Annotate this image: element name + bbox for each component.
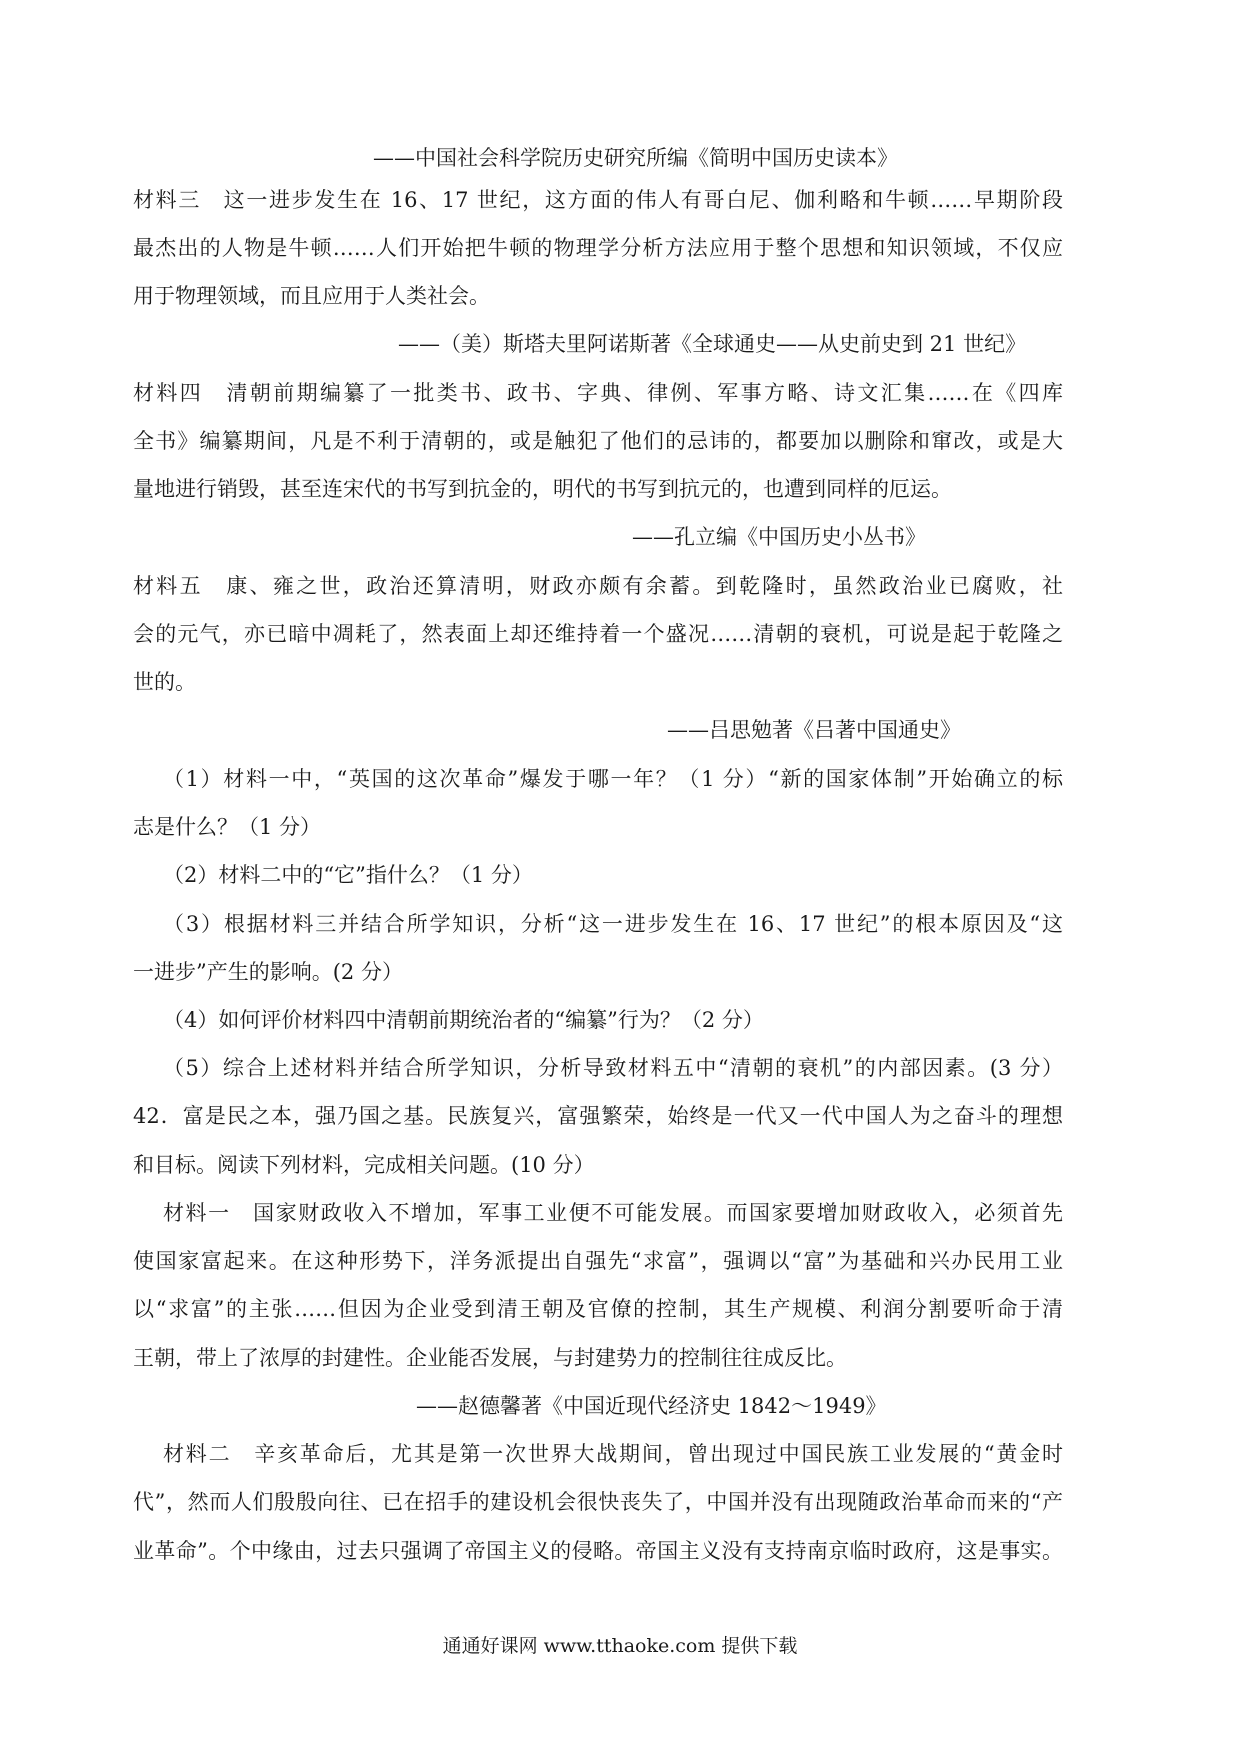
- material-three-line: 材料三 这一进步发生在 16、17 世纪，这方面的伟人有哥白尼、伽利略和牛顿……早期阶段: [133, 188, 1063, 212]
- source-citation: ——中国社会科学院历史研究所编《简明中国历史读本》: [373, 146, 898, 170]
- question-5: （5）综合上述材料并结合所学知识，分析导致材料五中“清朝的衰机”的内部因素。(3 分）: [163, 1056, 1063, 1080]
- source-citation: ——吕思勉著《吕著中国通史》: [667, 718, 961, 742]
- material-four-line: 量地进行销毁，甚至连宋代的书写到抗金的，明代的书写到抗元的，也遭到同样的厄运。: [133, 477, 952, 501]
- question-1: （1）材料一中，“英国的这次革命”爆发于哪一年？（1 分）“新的国家体制”开始确立的标: [163, 767, 1063, 791]
- material-five-line: 材料五 康、雍之世，政治还算清明，财政亦颇有余蓄。到乾隆时，虽然政治业已腐败，社: [133, 574, 1063, 598]
- question-4: （4）如何评价材料四中清朝前期统治者的“编纂”行为？（2 分）: [163, 1008, 764, 1032]
- source-citation: ——赵德馨著《中国近现代经济史 1842～1949》: [416, 1394, 887, 1418]
- q42-material-one-line: 使国家富起来。在这种形势下，洋务派提出自强先“求富”，强调以“富”为基础和兴办民用工业: [133, 1249, 1063, 1273]
- material-three-line: 用于物理领域，而且应用于人类社会。: [133, 284, 490, 308]
- q42-material-one-line: 王朝，带上了浓厚的封建性。企业能否发展，与封建势力的控制往往成反比。: [133, 1346, 847, 1370]
- q42-material-two-line: 材料二 辛亥革命后，尤其是第一次世界大战期间，曾出现过中国民族工业发展的“黄金时: [163, 1442, 1063, 1466]
- question-42-stem: 42．富是民之本，强乃国之基。民族复兴，富强繁荣，始终是一代又一代中国人为之奋斗的理想: [133, 1104, 1063, 1128]
- source-citation: ——孔立编《中国历史小丛书》: [632, 525, 926, 549]
- question-2: （2）材料二中的“它”指什么？（1 分）: [163, 863, 533, 887]
- q42-material-one-line: 以“求富”的主张……但因为企业受到清王朝及官僚的控制，其生产规模、利润分割要听命于清: [133, 1297, 1063, 1321]
- material-five-line: 世的。: [133, 670, 196, 694]
- question-1-cont: 志是什么？（1 分）: [133, 815, 322, 839]
- material-four-line: 全书》编纂期间，凡是不利于清朝的，或是触犯了他们的忌讳的，都要加以删除和窜改，或是大: [133, 429, 1063, 453]
- material-three-line: 最杰出的人物是牛顿……人们开始把牛顿的物理学分析方法应用于整个思想和知识领域，不仅应: [133, 236, 1063, 260]
- question-3: （3）根据材料三并结合所学知识，分析“这一进步发生在 16、17 世纪”的根本原因及“这: [163, 912, 1063, 936]
- material-five-line: 会的元气，亦已暗中凋耗了，然表面上却还维持着一个盛况……清朝的衰机，可说是起于乾隆之: [133, 622, 1063, 646]
- material-four-line: 材料四 清朝前期编纂了一批类书、政书、字典、律例、军事方略、诗文汇集……在《四库: [133, 381, 1063, 405]
- q42-material-two-line: 代”，然而人们殷殷向往、已在招手的建设机会很快丧失了，中国并没有出现随政治革命而来的“产: [133, 1490, 1063, 1514]
- source-citation: ——（美）斯塔夫里阿诺斯著《全球通史——从史前史到 21 世纪》: [398, 332, 1027, 356]
- question-3-cont: 一进步”产生的影响。(2 分）: [133, 960, 403, 984]
- footer-watermark: 通通好课网 www.tthaoke.com 提供下载: [442, 1635, 798, 1657]
- question-42-stem: 和目标。阅读下列材料，完成相关问题。(10 分）: [133, 1153, 595, 1177]
- q42-material-one-line: 材料一 国家财政收入不增加，军事工业便不可能发展。而国家要增加财政收入，必须首先: [163, 1201, 1063, 1225]
- q42-material-two-line: 业革命”。个中缘由，过去只强调了帝国主义的侵略。帝国主义没有支持南京临时政府，这是事实。: [133, 1539, 1063, 1563]
